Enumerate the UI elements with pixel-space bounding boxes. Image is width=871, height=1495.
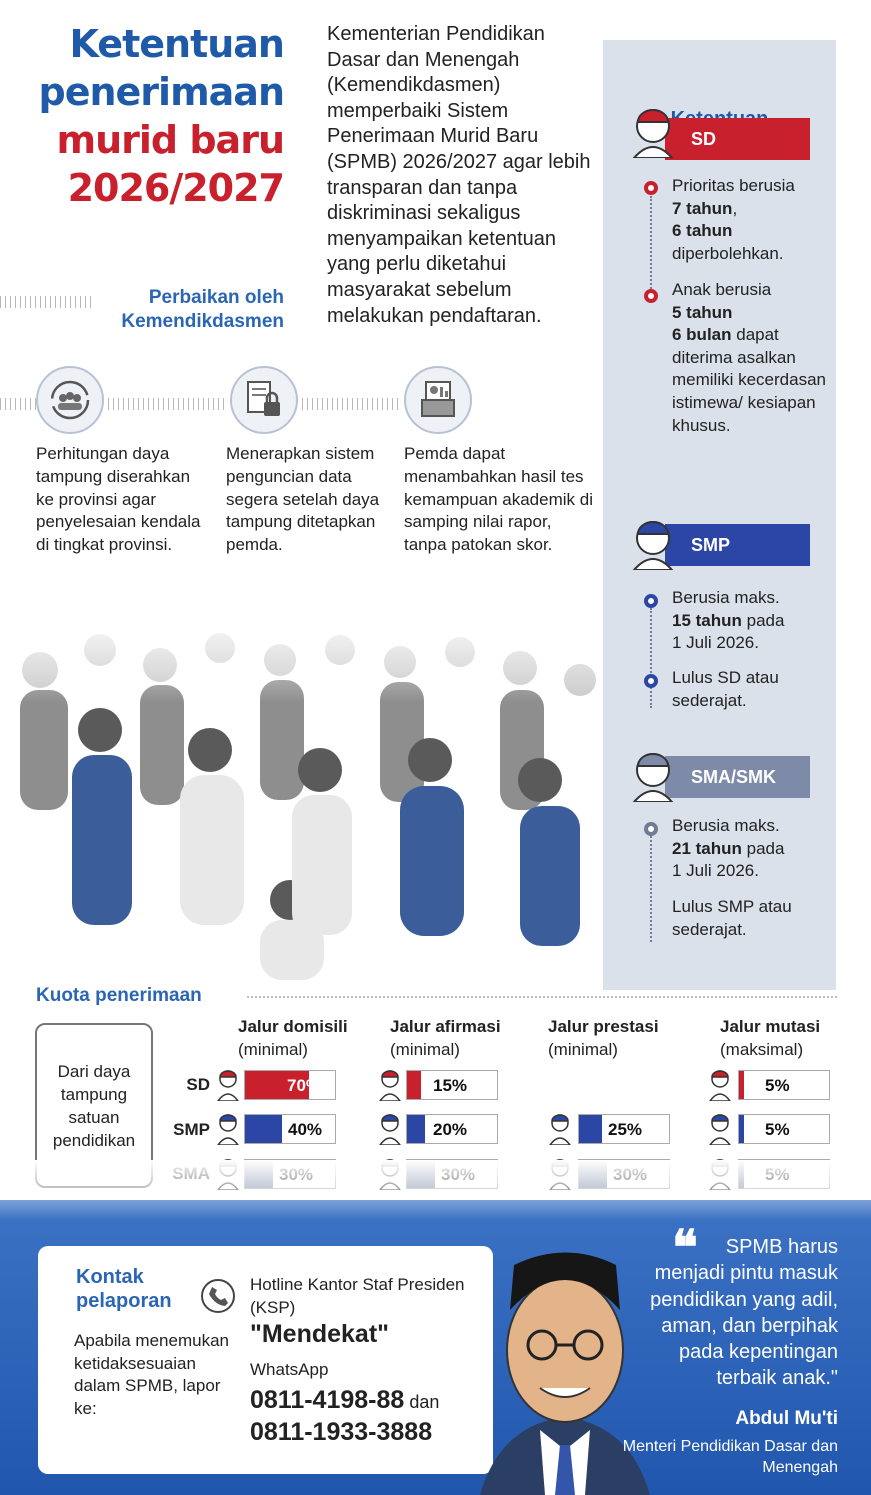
hotline-label: Hotline Kantor Staf Presiden (KSP) — [250, 1275, 465, 1317]
perbaikan-label-line-2: Kemendikdasmen — [121, 311, 284, 332]
whatsapp-joiner: dan — [404, 1392, 440, 1412]
student-avatar-icon — [630, 752, 676, 802]
whatsapp-number-1-text: 0811-4198-88 — [250, 1386, 405, 1414]
smp-rule-1-c: pada — [741, 610, 785, 630]
timeline-line — [650, 836, 652, 942]
sd-rule-1-a: Prioritas berusia — [672, 176, 795, 195]
column-name: Jalur afirmasi — [390, 1017, 501, 1036]
quota-cell-smp-afirmasi — [406, 1114, 498, 1144]
student-avatar-icon — [630, 108, 676, 158]
perbaikan-item-2: Menerapkan sistem penguncian data segera setelah daya tampung ditetapkan pemda. — [226, 444, 380, 555]
sd-rule-1-b: 7 tahun — [672, 198, 733, 218]
sma-rule-1-b: 21 tahun — [672, 838, 742, 858]
perbaikan-label — [90, 286, 284, 334]
decorative-dotted-line — [247, 996, 837, 998]
title-line-4: 2026/2027 — [67, 166, 284, 210]
smp-rule-1 — [672, 587, 832, 655]
decorative-ticks — [302, 398, 402, 410]
sma-rule-1-c: pada — [741, 838, 785, 858]
quota-cell-smp-domisili — [244, 1114, 336, 1144]
student-mini-icon — [216, 1113, 240, 1145]
quota-fill-bar — [407, 1071, 421, 1099]
row-label-sd: SD — [186, 1075, 210, 1094]
quote-text — [620, 1234, 838, 1392]
quota-fill-bar — [579, 1115, 602, 1143]
sma-rule-1-d: 1 Juli 2026. — [672, 861, 759, 881]
quota-value: 70% — [287, 1076, 322, 1095]
people-cycle-icon — [36, 366, 104, 434]
column-name: Jalur prestasi — [548, 1017, 659, 1036]
sd-rule-2-c: 6 bulan — [672, 325, 732, 345]
level-badge-smp: SMP — [665, 524, 810, 566]
quote-body: SPMB harus menjadi pintu masuk pendidikan yang adil, aman, dan berpihak pada kepentingan terbaik anak." — [650, 1236, 838, 1390]
quota-fill-bar — [407, 1115, 425, 1143]
timeline-dot — [644, 674, 658, 688]
column-header-mutasi — [720, 1015, 820, 1061]
quota-value: 20% — [433, 1120, 468, 1139]
quota-fill-bar — [245, 1115, 282, 1143]
sd-rule-1-c: , — [732, 198, 738, 218]
whatsapp-number-1[interactable] — [250, 1386, 439, 1415]
quota-cell-smp-mutasi — [738, 1114, 830, 1144]
student-mini-icon — [548, 1113, 572, 1145]
timeline-dot — [644, 181, 658, 195]
title-line-3: murid baru — [56, 118, 284, 162]
sd-rule-1-d: 6 tahun — [672, 221, 733, 241]
smp-rule-1-b: 15 tahun — [672, 610, 742, 630]
student-mini-icon — [378, 1069, 402, 1101]
column-header-prestasi — [548, 1015, 659, 1061]
level-badge-sma: SMA/SMK — [665, 756, 810, 798]
quote-mark-icon: ❝ — [672, 1220, 698, 1276]
student-avatar-icon — [630, 520, 676, 570]
timeline-dot — [644, 822, 658, 836]
document-lock-icon — [230, 366, 298, 434]
timeline-dot — [644, 594, 658, 608]
perbaikan-item-3: Pemda dapat menambahkan hasil tes kemampuan akademik di samping nilai rapor, tanpa patokan skor. — [404, 444, 593, 555]
kontak-description: Apabila menemukan ketidaksesuaian dalam SPMB, lapor ke: — [74, 1331, 229, 1418]
quota-value: 25% — [608, 1120, 643, 1139]
quota-cell-smp-prestasi — [578, 1114, 670, 1144]
sd-rule-1-e: diperbolehkan. — [672, 243, 784, 263]
student-mini-icon — [216, 1069, 240, 1101]
sd-rule-2-d: dapat diterima asalkan memiliki kecerdasan istimewa/ kesiapan khusus. — [672, 325, 826, 435]
quota-cell-sd-domisili — [244, 1070, 336, 1100]
student-mini-icon — [378, 1113, 402, 1145]
quota-value: 40% — [288, 1120, 323, 1139]
timeline-line — [650, 608, 652, 708]
column-name: Jalur mutasi — [720, 1017, 821, 1036]
column-qualifier: (minimal) — [390, 1040, 460, 1059]
report-folder-icon — [404, 366, 472, 434]
column-header-domisili — [238, 1015, 348, 1061]
phone-icon — [200, 1278, 236, 1314]
column-qualifier: (minimal) — [238, 1040, 308, 1059]
title-line-2: penerimaan — [38, 70, 284, 114]
decorative-ticks — [0, 296, 92, 308]
decorative-ticks — [0, 398, 36, 410]
column-header-afirmasi — [390, 1015, 501, 1061]
timeline-dot — [644, 289, 658, 303]
kontak-title-line-1: Kontak — [76, 1266, 144, 1288]
timeline-line — [650, 196, 652, 296]
sd-rule-2 — [672, 279, 832, 437]
row-label-smp: SMP — [173, 1120, 210, 1139]
student-mini-icon — [708, 1069, 732, 1101]
page-title — [22, 20, 284, 212]
sd-rule-2-a: Anak berusia — [672, 280, 772, 299]
sma-rule-1-a: Berusia maks. — [672, 816, 780, 835]
quota-value: 5% — [765, 1076, 790, 1095]
quota-value: 5% — [765, 1120, 790, 1139]
hotline-name: "Mendekat" — [250, 1320, 390, 1348]
whatsapp-number-2[interactable]: 0811-1933-3888 — [250, 1418, 433, 1446]
sma-rule-2: Lulus SMP atau sederajat. — [672, 897, 792, 939]
crowd-illustration — [0, 610, 610, 980]
column-qualifier: (minimal) — [548, 1040, 618, 1059]
kontak-title-line-2: pelaporan — [76, 1290, 172, 1312]
quota-fill-bar — [739, 1115, 744, 1143]
perbaikan-item-1: Perhitungan daya tampung diserahkan ke provinsi agar penyelesaian kendala di tingkat provinsi. — [36, 444, 201, 555]
sd-rule-2-b: 5 tahun — [672, 302, 733, 322]
smp-rule-1-a: Berusia maks. — [672, 588, 780, 607]
whatsapp-label: WhatsApp — [250, 1360, 329, 1379]
quota-fill-bar — [739, 1071, 744, 1099]
column-name: Jalur domisili — [238, 1017, 348, 1036]
sd-rule-1 — [672, 175, 832, 265]
quote-speaker-role: Menteri Pendidikan Dasar dan Menengah — [622, 1438, 838, 1476]
quota-cell-sd-afirmasi — [406, 1070, 498, 1100]
title-line-1: Ketentuan — [69, 22, 284, 66]
kuota-title: Kuota penerimaan — [36, 985, 202, 1006]
decorative-ticks — [108, 398, 228, 410]
smp-rule-2: Lulus SD atau sederajat. — [672, 668, 779, 710]
quota-cell-sd-mutasi — [738, 1070, 830, 1100]
smp-rule-1-d: 1 Juli 2026. — [672, 633, 759, 653]
kuota-note-text: Dari daya tampung satuan pendidikan — [52, 1061, 136, 1150]
sma-rule-1 — [672, 815, 832, 883]
student-mini-icon — [708, 1113, 732, 1145]
column-qualifier: (maksimal) — [720, 1040, 804, 1059]
intro-paragraph: Kementerian Pendidikan Dasar dan Menengah (Kemendikdasmen) memperbaiki Sistem Penerimaan Murid Baru (SPMB) 2026/2027 agar lebih transparan dan tanpa diskriminasi sekaligus menyampaikan ketentuan yang perlu diketahui masyarakat sebelum melakukan pendaftaran. — [327, 23, 591, 327]
quota-value: 15% — [433, 1076, 468, 1095]
perbaikan-label-line-1: Perbaikan oleh — [148, 287, 284, 308]
kontak-title — [76, 1265, 172, 1313]
level-badge-sd: SD — [665, 118, 810, 160]
quote-speaker: Abdul Mu'ti — [735, 1408, 838, 1429]
